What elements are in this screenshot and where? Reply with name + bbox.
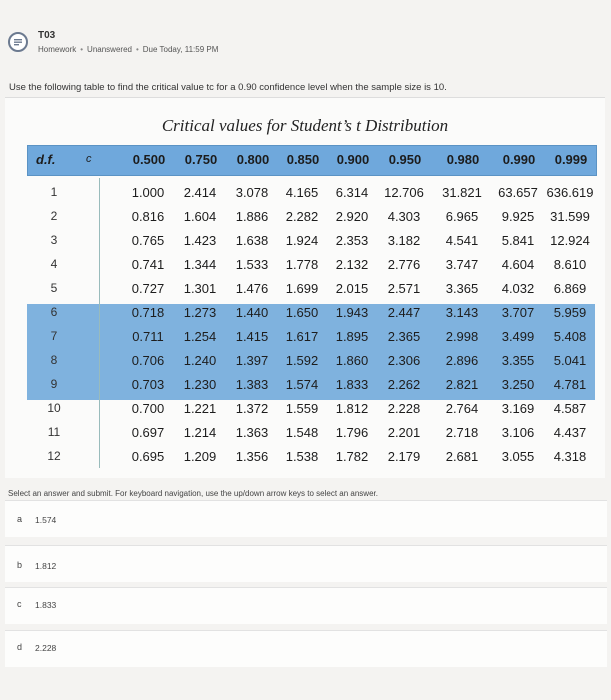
critical-value-cell: 4.604	[501, 257, 535, 272]
table-row	[27, 350, 595, 372]
table-row	[27, 326, 595, 348]
critical-value-cell: 4.032	[501, 281, 535, 296]
choice-letter: a	[17, 514, 23, 524]
critical-value-cell: 1.209	[183, 449, 217, 464]
critical-value-cell: 1.699	[285, 281, 319, 296]
critical-value-cell: 4.303	[387, 209, 421, 224]
critical-value-cell: 1.230	[183, 377, 217, 392]
df-cell: 12	[47, 449, 61, 463]
assignment-header	[8, 24, 603, 60]
critical-value-cell: 1.397	[235, 353, 269, 368]
critical-value-cell: 0.697	[131, 425, 165, 440]
critical-value-cell: 1.604	[183, 209, 217, 224]
critical-value-cell: 1.221	[183, 401, 217, 416]
critical-value-cell: 1.214	[183, 425, 217, 440]
assignment-meta: Homework • Unanswered • Due Today, 11:59 PM	[38, 45, 219, 54]
critical-value-cell: 1.924	[285, 233, 319, 248]
table-row	[27, 398, 595, 420]
critical-value-cell: 2.201	[387, 425, 421, 440]
critical-value-cell: 3.078	[235, 185, 269, 200]
critical-value-cell: 1.476	[235, 281, 269, 296]
critical-value-cell: 1.895	[335, 329, 369, 344]
critical-value-cell: 2.920	[335, 209, 369, 224]
critical-value-cell: 1.363	[235, 425, 269, 440]
critical-value-cell: 1.533	[235, 257, 269, 272]
critical-value-cell: 12.706	[384, 185, 424, 200]
choice-letter: d	[17, 642, 23, 652]
critical-value-cell: 2.353	[335, 233, 369, 248]
critical-value-cell: 2.015	[335, 281, 369, 296]
critical-value-cell: 1.240	[183, 353, 217, 368]
critical-value-cell: 6.965	[445, 209, 479, 224]
critical-value-cell: 0.711	[132, 329, 164, 344]
answer-choice-a[interactable]	[5, 500, 607, 537]
critical-value-cell: 5.041	[553, 353, 587, 368]
confidence-level-header: 0.800	[236, 152, 270, 167]
critical-value-cell: 3.707	[501, 305, 535, 320]
critical-value-cell: 1.000	[131, 185, 165, 200]
critical-value-cell: 4.437	[553, 425, 587, 440]
df-cell: 2	[50, 209, 58, 223]
critical-value-cell: 8.610	[553, 257, 587, 272]
critical-value-cell: 2.896	[445, 353, 479, 368]
assignment-icon	[8, 32, 28, 52]
df-cell: 9	[50, 377, 58, 391]
answer-choice-c[interactable]	[5, 587, 607, 624]
critical-value-cell: 2.821	[445, 377, 479, 392]
critical-value-cell: 1.423	[183, 233, 217, 248]
choice-letter: b	[17, 560, 23, 570]
critical-value-cell: 2.282	[285, 209, 319, 224]
critical-value-cell: 63.657	[498, 185, 538, 200]
critical-value-cell: 3.355	[501, 353, 535, 368]
critical-value-cell: 1.943	[335, 305, 369, 320]
critical-value-cell: 31.821	[442, 185, 482, 200]
critical-value-cell: 636.619	[546, 185, 594, 200]
critical-value-cell: 2.776	[387, 257, 421, 272]
critical-value-cell: 3.250	[501, 377, 535, 392]
critical-value-cell: 3.106	[501, 425, 535, 440]
critical-value-cell: 4.541	[445, 233, 479, 248]
df-cell: 7	[50, 329, 58, 343]
df-cell: 8	[50, 353, 58, 367]
critical-value-cell: 1.383	[235, 377, 269, 392]
choice-letter: c	[17, 599, 22, 609]
critical-value-cell: 0.718	[131, 305, 165, 320]
confidence-level-header: 0.950	[388, 152, 422, 167]
critical-value-cell: 1.886	[235, 209, 269, 224]
answer-choice-b[interactable]	[5, 545, 607, 582]
t-table-image	[5, 97, 605, 478]
answer-instructions: Select an answer and submit. For keyboard navigation, use the up/down arrow keys to select an answer.	[8, 489, 378, 498]
critical-value-cell: 1.592	[285, 353, 319, 368]
critical-value-cell: 2.414	[183, 185, 217, 200]
assignment-status: Unanswered	[87, 45, 132, 54]
table-header-row	[27, 145, 597, 176]
assignment-title: T03	[38, 30, 56, 41]
critical-value-cell: 1.559	[285, 401, 319, 416]
critical-value-cell: 1.301	[183, 281, 217, 296]
critical-value-cell: 3.182	[387, 233, 421, 248]
critical-value-cell: 1.650	[285, 305, 319, 320]
critical-value-cell: 5.841	[501, 233, 535, 248]
critical-value-cell: 31.599	[550, 209, 590, 224]
critical-value-cell: 0.700	[131, 401, 165, 416]
choice-value: 1.812	[35, 561, 57, 571]
critical-value-cell: 3.747	[445, 257, 479, 272]
critical-value-cell: 1.833	[335, 377, 369, 392]
table-row	[27, 206, 595, 228]
choice-value: 1.833	[35, 600, 57, 610]
table-row	[27, 446, 595, 468]
critical-value-cell: 1.617	[285, 329, 319, 344]
critical-value-cell: 2.132	[335, 257, 369, 272]
table-row	[27, 230, 595, 252]
critical-value-cell: 1.548	[285, 425, 319, 440]
critical-value-cell: 12.924	[550, 233, 590, 248]
critical-value-cell: 1.254	[183, 329, 217, 344]
critical-value-cell: 0.703	[131, 377, 165, 392]
table-row	[27, 422, 595, 444]
critical-value-cell: 2.179	[387, 449, 421, 464]
critical-value-cell: 1.356	[235, 449, 269, 464]
choice-value: 2.228	[35, 643, 57, 653]
question-text: Use the following table to find the critical value tc for a 0.90 confidence level when the sample size is 10.	[9, 82, 447, 93]
confidence-level-header: 0.999	[554, 152, 588, 167]
critical-value-cell: 0.741	[131, 257, 165, 272]
critical-value-cell: 1.273	[183, 305, 217, 320]
confidence-level-header: 0.750	[184, 152, 218, 167]
df-cell: 5	[50, 281, 58, 295]
critical-value-cell: 2.998	[445, 329, 479, 344]
c-header: c	[86, 153, 92, 165]
critical-value-cell: 0.727	[131, 281, 165, 296]
assignment-due: Due Today, 11:59 PM	[142, 45, 219, 54]
critical-value-cell: 1.574	[285, 377, 319, 392]
confidence-level-header: 0.850	[286, 152, 320, 167]
critical-value-cell: 3.055	[501, 449, 535, 464]
confidence-level-header: 0.980	[446, 152, 480, 167]
df-cell: 11	[47, 425, 61, 439]
confidence-level-header: 0.900	[336, 152, 370, 167]
critical-value-cell: 2.306	[387, 353, 421, 368]
critical-value-cell: 5.408	[553, 329, 587, 344]
critical-value-cell: 1.638	[235, 233, 269, 248]
critical-value-cell: 1.812	[335, 401, 369, 416]
critical-value-cell: 1.415	[235, 329, 269, 344]
critical-value-cell: 1.344	[183, 257, 217, 272]
df-cell: 6	[50, 305, 58, 319]
assignment-type: Homework	[38, 45, 77, 54]
choice-value: 1.574	[35, 515, 57, 525]
critical-value-cell: 1.538	[285, 449, 319, 464]
confidence-level-header: 0.990	[502, 152, 536, 167]
critical-value-cell: 2.228	[387, 401, 421, 416]
critical-value-cell: 3.143	[445, 305, 479, 320]
table-row	[27, 302, 595, 324]
critical-value-cell: 6.314	[335, 185, 369, 200]
critical-value-cell: 4.781	[553, 377, 587, 392]
critical-value-cell: 1.860	[335, 353, 369, 368]
table-row	[27, 278, 595, 300]
critical-value-cell: 1.440	[235, 305, 269, 320]
table-title: Critical values for Student’s t Distribution	[161, 116, 449, 135]
df-cell: 4	[50, 257, 58, 271]
critical-value-cell: 2.447	[387, 305, 421, 320]
critical-value-cell: 5.959	[553, 305, 587, 320]
critical-value-cell: 2.365	[387, 329, 421, 344]
critical-value-cell: 2.681	[445, 449, 479, 464]
df-cell: 10	[47, 401, 61, 415]
critical-value-cell: 6.869	[553, 281, 587, 296]
critical-value-cell: 3.499	[501, 329, 535, 344]
critical-value-cell: 3.365	[445, 281, 479, 296]
critical-value-cell: 0.695	[131, 449, 165, 464]
critical-value-cell: 4.587	[553, 401, 587, 416]
df-cell: 1	[50, 185, 58, 199]
df-cell: 3	[50, 233, 58, 247]
critical-value-cell: 9.925	[501, 209, 535, 224]
critical-value-cell: 0.816	[131, 209, 165, 224]
critical-value-cell: 1.778	[285, 257, 319, 272]
table-row	[27, 254, 595, 276]
critical-value-cell: 2.262	[387, 377, 421, 392]
table-row	[27, 182, 595, 204]
critical-value-cell: 1.782	[335, 449, 369, 464]
critical-value-cell: 0.765	[131, 233, 165, 248]
critical-value-cell: 2.571	[387, 281, 421, 296]
critical-value-cell: 4.165	[285, 185, 319, 200]
critical-value-cell: 2.764	[445, 401, 479, 416]
critical-value-cell: 2.718	[445, 425, 479, 440]
df-header: d.f.	[36, 152, 56, 167]
critical-value-cell: 4.318	[553, 449, 587, 464]
critical-value-cell: 1.372	[235, 401, 269, 416]
critical-value-cell: 3.169	[501, 401, 535, 416]
table-row	[27, 374, 595, 396]
answer-choice-d[interactable]	[5, 630, 607, 667]
critical-value-cell: 0.706	[131, 353, 165, 368]
critical-value-cell: 1.796	[335, 425, 369, 440]
confidence-level-header: 0.500	[132, 152, 166, 167]
